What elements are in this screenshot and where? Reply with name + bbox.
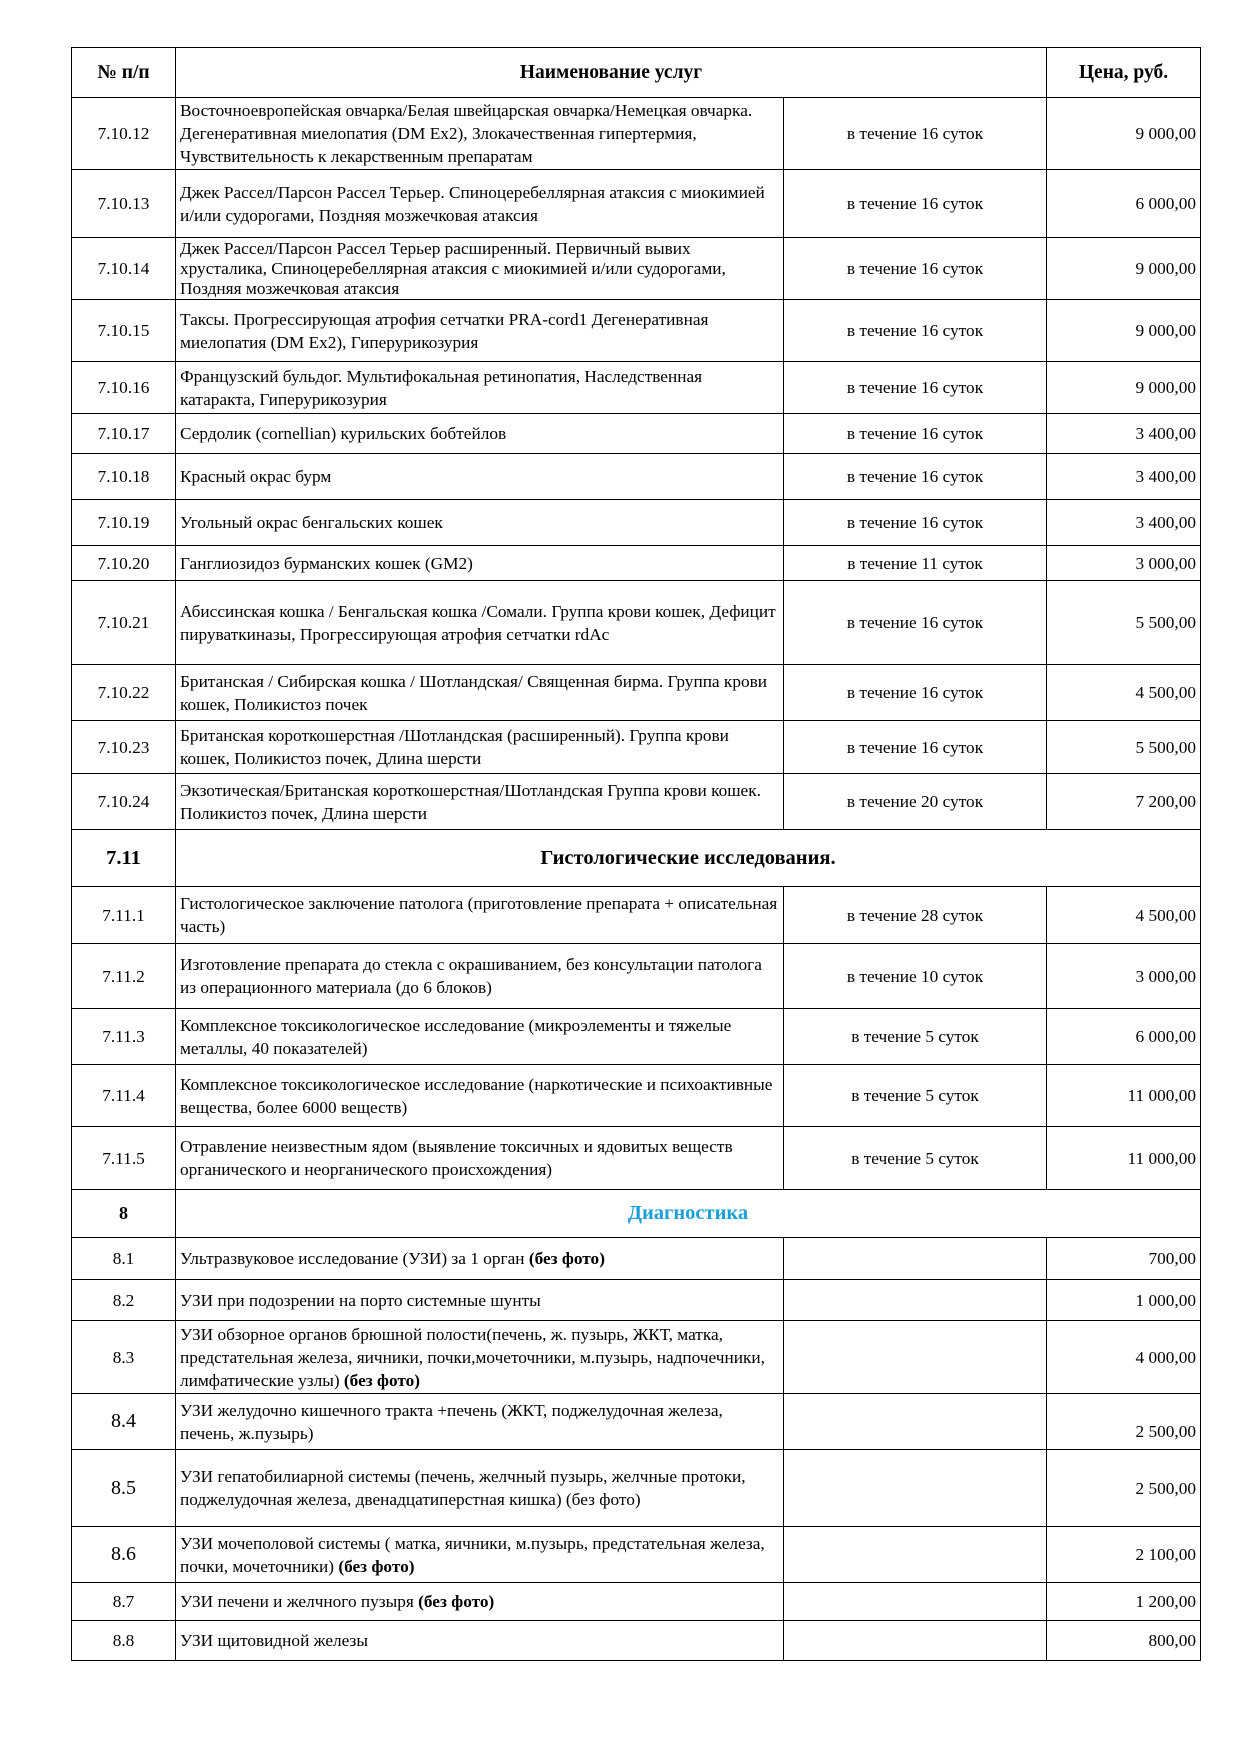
- row-name: Французский бульдог. Мультифокальная ретинопатия, Наследственная катаракта, Гиперурикозурия: [176, 362, 784, 414]
- row-name: Джек Рассел/Парсон Рассел Терьер расширенный. Первичный вывих хрусталика, Спиноцеребеллярная атаксия с миокимией и/или судорогами, Поздняя мозжечковая атаксия: [176, 238, 784, 300]
- row-num: 8.3: [72, 1321, 176, 1394]
- table-row: [72, 500, 1201, 546]
- row-name: Экзотическая/Британская короткошерстная/Шотландская Группа крови кошек. Поликистоз почек, Длина шерсти: [176, 774, 784, 830]
- row-name: Гистологическое заключение патолога (приготовление препарата + описательная часть): [176, 887, 784, 944]
- row-term: в течение 16 суток: [784, 581, 1047, 665]
- row-price: 9 000,00: [1047, 98, 1201, 170]
- row-term: [784, 1280, 1047, 1321]
- row-price: 3 400,00: [1047, 500, 1201, 546]
- row-name-text: УЗИ гепатобилиарной системы (печень, желчный пузырь, желчные протоки, поджелудочная железа, двенадцатиперстная кишка) (без фото): [180, 1467, 746, 1509]
- table-row: [72, 581, 1201, 665]
- row-name-text: УЗИ обзорное органов брюшной полости(печень, ж. пузырь, ЖКТ, матка, предстательная железа, яичники, почки,мочеточники, м.пузырь, надпочечники, лимфатические узлы): [180, 1324, 765, 1390]
- row-term: в течение 16 суток: [784, 414, 1047, 454]
- table-row: [72, 1321, 1201, 1394]
- row-term: в течение 16 суток: [784, 721, 1047, 774]
- row-term: в течение 16 суток: [784, 238, 1047, 300]
- row-num: 7.11.3: [72, 1009, 176, 1065]
- row-name: [176, 1527, 784, 1583]
- row-price: 2 100,00: [1047, 1527, 1201, 1583]
- table-row: [72, 1009, 1201, 1065]
- row-term: в течение 16 суток: [784, 454, 1047, 500]
- row-name-bold: (без фото): [338, 1556, 415, 1576]
- row-num: 7.10.19: [72, 500, 176, 546]
- row-price: 2 500,00: [1047, 1394, 1201, 1450]
- row-name: [176, 1238, 784, 1280]
- row-price: 4 500,00: [1047, 887, 1201, 944]
- row-name: Таксы. Прогрессирующая атрофия сетчатки PRA-cord1 Дегенеративная миелопатия (DM Ex2), Гиперурикозурия: [176, 300, 784, 362]
- table-row: [72, 1238, 1201, 1280]
- section-num: 8: [72, 1190, 176, 1238]
- row-name-text: УЗИ мочеполовой системы ( матка, яичники, м.пузырь, предстательная железа, почки, мочеточники): [180, 1533, 765, 1576]
- table-row: [72, 454, 1201, 500]
- row-name: Изготовление препарата до стекла с окрашиванием, без консультации патолога из операционного материала (до 6 блоков): [176, 944, 784, 1009]
- row-term: в течение 28 суток: [784, 887, 1047, 944]
- row-name: [176, 1394, 784, 1450]
- table-row: [72, 887, 1201, 944]
- row-term: в течение 11 суток: [784, 546, 1047, 581]
- row-term: в течение 5 суток: [784, 1009, 1047, 1065]
- row-term: в течение 5 суток: [784, 1065, 1047, 1127]
- row-name: Красный окрас бурм: [176, 454, 784, 500]
- table-header: [72, 48, 1201, 98]
- row-name-text: УЗИ при подозрении на порто системные шунты: [180, 1290, 541, 1310]
- row-name: Британская / Сибирская кошка / Шотландская/ Священная бирма. Группа крови кошек, Поликистоз почек: [176, 665, 784, 721]
- row-price: 3 400,00: [1047, 454, 1201, 500]
- row-name: Абиссинская кошка / Бенгальская кошка /Сомали. Группа крови кошек, Дефицит пируваткиназы, Прогрессирующая атрофия сетчатки rdAc: [176, 581, 784, 665]
- row-num: 7.11.1: [72, 887, 176, 944]
- row-price: 9 000,00: [1047, 362, 1201, 414]
- row-price: 3 000,00: [1047, 944, 1201, 1009]
- row-price: 800,00: [1047, 1621, 1201, 1661]
- row-num: 7.10.12: [72, 98, 176, 170]
- row-num: 7.11.5: [72, 1127, 176, 1190]
- row-num: 7.10.17: [72, 414, 176, 454]
- row-name: Британская короткошерстная /Шотландская (расширенный). Группа крови кошек, Поликистоз почек, Длина шерсти: [176, 721, 784, 774]
- row-num: 7.10.14: [72, 238, 176, 300]
- table-row: [72, 238, 1201, 300]
- row-price: 3 000,00: [1047, 546, 1201, 581]
- table-row: [72, 170, 1201, 238]
- table-row: [72, 665, 1201, 721]
- row-term: в течение 20 суток: [784, 774, 1047, 830]
- table-row: [72, 300, 1201, 362]
- table-row: [72, 1394, 1201, 1450]
- row-name: [176, 1450, 784, 1527]
- row-term: [784, 1583, 1047, 1621]
- table-row: [72, 1280, 1201, 1321]
- table-row: [72, 774, 1201, 830]
- row-term: [784, 1238, 1047, 1280]
- row-name: Ганглиозидоз бурманских кошек (GM2): [176, 546, 784, 581]
- row-name-text: УЗИ щитовидной железы: [180, 1631, 368, 1650]
- row-term: в течение 16 суток: [784, 500, 1047, 546]
- row-price: 700,00: [1047, 1238, 1201, 1280]
- section-row-diagnostics: [72, 1190, 1201, 1238]
- row-price: 3 400,00: [1047, 414, 1201, 454]
- row-term: [784, 1621, 1047, 1661]
- row-name-text: УЗИ печени и желчного пузыря: [180, 1592, 419, 1611]
- row-name: Комплексное токсикологическое исследование (наркотические и психоактивные вещества, более 6000 веществ): [176, 1065, 784, 1127]
- section-num: 7.11: [72, 830, 176, 887]
- row-term: в течение 5 суток: [784, 1127, 1047, 1190]
- row-num: 8.2: [72, 1280, 176, 1321]
- table-row: [72, 721, 1201, 774]
- table-row: [72, 98, 1201, 170]
- row-price: 1 000,00: [1047, 1280, 1201, 1321]
- table-row: [72, 362, 1201, 414]
- row-num: 8.8: [72, 1621, 176, 1661]
- row-name-bold: (без фото): [418, 1592, 495, 1611]
- row-name: Угольный окрас бенгальских кошек: [176, 500, 784, 546]
- row-name: [176, 1321, 784, 1394]
- row-price: 9 000,00: [1047, 238, 1201, 300]
- row-num: 7.10.21: [72, 581, 176, 665]
- section-row-histology: [72, 830, 1201, 887]
- row-name: [176, 1621, 784, 1661]
- row-price: 7 200,00: [1047, 774, 1201, 830]
- header-price: Цена, руб.: [1047, 48, 1201, 98]
- row-price: 11 000,00: [1047, 1127, 1201, 1190]
- row-term: в течение 10 суток: [784, 944, 1047, 1009]
- row-num: 7.11.2: [72, 944, 176, 1009]
- row-num: 7.11.4: [72, 1065, 176, 1127]
- row-name: Комплексное токсикологическое исследование (микроэлементы и тяжелые металлы, 40 показателей): [176, 1009, 784, 1065]
- row-num: 7.10.23: [72, 721, 176, 774]
- table-row: [72, 944, 1201, 1009]
- row-num: 7.10.15: [72, 300, 176, 362]
- row-term: в течение 16 суток: [784, 362, 1047, 414]
- row-price: 11 000,00: [1047, 1065, 1201, 1127]
- row-term: [784, 1450, 1047, 1527]
- row-name: Джек Рассел/Парсон Рассел Терьер. Спиноцеребеллярная атаксия с миокимией и/или судорогами, Поздняя мозжечковая атаксия: [176, 170, 784, 238]
- table-row: [72, 1621, 1201, 1661]
- table-row: [72, 1127, 1201, 1190]
- row-num: 7.10.22: [72, 665, 176, 721]
- row-price: 4 500,00: [1047, 665, 1201, 721]
- row-price: 2 500,00: [1047, 1450, 1201, 1527]
- row-name-text: УЗИ желудочно кишечного тракта +печень (ЖКТ, поджелудочная железа, печень, ж.пузырь): [180, 1400, 723, 1443]
- row-term: в течение 16 суток: [784, 300, 1047, 362]
- table-row: [72, 1583, 1201, 1621]
- row-price: 9 000,00: [1047, 300, 1201, 362]
- row-price: 4 000,00: [1047, 1321, 1201, 1394]
- header-name: Наименование услуг: [176, 48, 1047, 98]
- row-price: 6 000,00: [1047, 170, 1201, 238]
- row-term: в течение 16 суток: [784, 98, 1047, 170]
- row-num: 8.6: [72, 1527, 176, 1583]
- row-num: 7.10.20: [72, 546, 176, 581]
- row-name: [176, 1280, 784, 1321]
- table-row: [72, 1065, 1201, 1127]
- row-num: 8.7: [72, 1583, 176, 1621]
- row-price: 5 500,00: [1047, 581, 1201, 665]
- row-price: 5 500,00: [1047, 721, 1201, 774]
- section-title: Диагностика: [176, 1190, 1201, 1238]
- row-num: 7.10.24: [72, 774, 176, 830]
- row-num: 7.10.18: [72, 454, 176, 500]
- table-row: [72, 1527, 1201, 1583]
- row-term: [784, 1394, 1047, 1450]
- row-name: Восточноевропейская овчарка/Белая швейцарская овчарка/Немецкая овчарка. Дегенеративная миелопатия (DM Ex2), Злокачественная гипертермия, Чувствительность к лекарственным препаратам: [176, 98, 784, 170]
- row-name-bold: (без фото): [528, 1249, 605, 1268]
- row-num: 8.5: [72, 1450, 176, 1527]
- row-name: Сердолик (cornellian) курильских бобтейлов: [176, 414, 784, 454]
- table-row: [72, 1450, 1201, 1527]
- row-term: в течение 16 суток: [784, 665, 1047, 721]
- row-price: 6 000,00: [1047, 1009, 1201, 1065]
- table-row: [72, 414, 1201, 454]
- row-name-text: Ультразвуковое исследование (УЗИ) за 1 орган: [180, 1249, 529, 1268]
- row-num: 8.4: [72, 1394, 176, 1450]
- price-list-table: [71, 47, 1201, 1661]
- section-title: Гистологические исследования.: [176, 830, 1201, 887]
- row-num: 8.1: [72, 1238, 176, 1280]
- header-num: № п/п: [72, 48, 176, 98]
- table-row: [72, 546, 1201, 581]
- row-num: 7.10.13: [72, 170, 176, 238]
- row-name: Отравление неизвестным ядом (выявление токсичных и ядовитых веществ органического и неорганического происхождения): [176, 1127, 784, 1190]
- row-price: 1 200,00: [1047, 1583, 1201, 1621]
- row-num: 7.10.16: [72, 362, 176, 414]
- row-term: [784, 1527, 1047, 1583]
- row-name: [176, 1583, 784, 1621]
- row-term: в течение 16 суток: [784, 170, 1047, 238]
- row-name-bold: (без фото): [343, 1370, 421, 1390]
- row-term: [784, 1321, 1047, 1394]
